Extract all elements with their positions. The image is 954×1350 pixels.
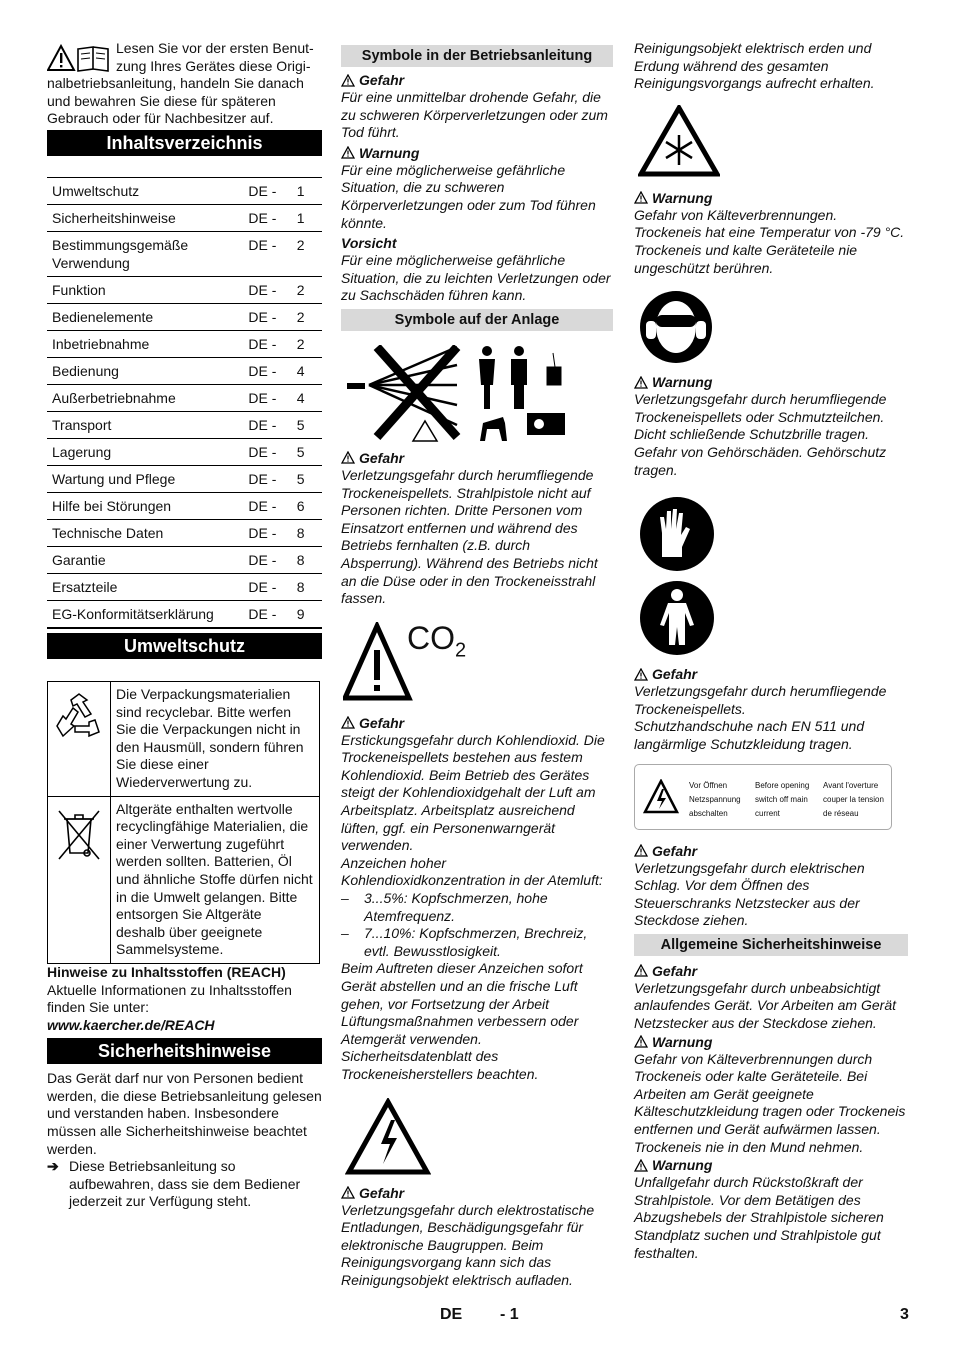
arrow-right-icon: ➔: [47, 1158, 59, 1175]
label-french: Avant l'overture couper la tension de réseau: [823, 780, 884, 818]
toc-page: 4: [292, 358, 322, 385]
toc-label[interactable]: Bedienelemente: [47, 304, 243, 331]
mains-text: Verletzungsgefahr durch elektrischen Schlag. Vor dem Öffnen des Steuerschranks Netzstecker aus der Steckdose ziehen.: [634, 859, 865, 929]
toc-label[interactable]: Wartung und Pflege: [47, 466, 243, 493]
pellets-text: Verletzungsgefahr durch herumfliegende Trockeneispellets. Strahlpistole nicht auf Personen richten. Dritte Personen vom Einsatzort entfernen und während des Betriebs fernhalten (z.B. durch Absperrung). Während des Betriebs nicht an die Düse oder in den Trockeneisstrahl fassen.: [341, 466, 598, 607]
reach-title: Hinweise zu Inhaltsstoffen (REACH): [47, 963, 286, 980]
toc-section: DE -: [243, 304, 291, 331]
toc-page: 2: [292, 331, 322, 358]
toc-section: DE -: [243, 493, 291, 520]
co2-signs: Anzeichen hoher Kohlendioxidkonzentration in der Atemluft:: [341, 854, 603, 889]
intro-line2: zung Ihres Gerätes diese Origi-: [116, 57, 311, 74]
warning-triangle-icon: [634, 844, 648, 857]
warning-heading-cold: Warnung: [634, 189, 908, 207]
toc-label[interactable]: Garantie: [47, 547, 243, 574]
toc-row[interactable]: [47, 466, 322, 493]
toc-row[interactable]: [47, 304, 322, 331]
right-column: [634, 40, 908, 1262]
coldburn-text: Gefahr von Kälteverbrennungen durch Trockeneis oder kalte Geräteteile. Bei Arbeiten am Gerät geeignete Kälteschutzkleidung tragen oder Trockeneis entfernen und Gerät aufwärmen lassen.: [634, 1050, 906, 1138]
toc-row[interactable]: [47, 205, 322, 232]
toc-page: 6: [292, 493, 322, 520]
left-column: [47, 40, 322, 1211]
cold-text: Gefahr von Kälteverbrennungen. Trockeneis hat eine Temperatur von -79 °C. Trockeneis und kalte Geräteteile nie ungeschützt berühren.: [634, 206, 905, 276]
goggles-text: Verletzungsgefahr durch herumfliegende Trockeneispellets oder Schmutzteilchen. Dicht schließende Schutzbrille tragen. Gefahr von Gehörschäden. Gehörschutz tragen.: [634, 391, 887, 478]
symbols-device-title: Symbole auf der Anlage: [341, 309, 613, 331]
toc-row[interactable]: [47, 574, 322, 601]
warning-triangle-icon: [634, 191, 648, 204]
recycle-icon: [53, 692, 105, 744]
toc-row[interactable]: [47, 331, 322, 358]
danger-heading: Gefahr: [341, 71, 613, 89]
toc-row[interactable]: [47, 385, 322, 412]
danger-heading-mains: Gefahr: [634, 842, 908, 860]
toc-row[interactable]: [47, 493, 322, 520]
toc-row[interactable]: [47, 547, 322, 574]
toc-section: DE -: [243, 439, 291, 466]
intro-line1: Lesen Sie vor der ersten Benut-: [116, 40, 314, 56]
warning-heading-goggles: Warnung: [634, 373, 908, 391]
toc-section: DE -: [243, 385, 291, 412]
env-title: Umweltschutz: [47, 633, 322, 659]
co2-dash-2: – 7...10%: Kopfschmerzen, Brechreiz, evtl. Bewusstlosigkeit.: [341, 925, 588, 959]
grounding-text: Reinigungsobjekt elektrisch erden und Erdung während des gesamten Reinigungsvorgangs aufrecht erhalten.: [634, 40, 875, 92]
warning-triangle-icon: [341, 1186, 355, 1199]
toc-title: Inhaltsverzeichnis: [47, 130, 322, 156]
recoil-text: Unfallgefahr durch Rückstoßkraft der Strahlpistole. Vor dem Betätigen des Abzugshebels der Strahlpistole sicheren Standplatz suchen und Strahlpistole gut festhalten.: [634, 1174, 884, 1261]
co2-datasheet: Sicherheitsdatenblatt des Trockeneisherstellers beachten.: [341, 1048, 539, 1082]
warning-triangle-icon: [634, 376, 648, 389]
protective-suit-icon: [638, 579, 716, 657]
toc-page: 4: [292, 385, 322, 412]
danger-heading-pellets: Gefahr: [341, 449, 613, 467]
warning-triangle-icon: [634, 1159, 648, 1172]
footer-page-ref-text: - 1: [500, 1306, 519, 1323]
toc-label[interactable]: EG-Konformitätserklärung: [52, 606, 214, 622]
toc-label[interactable]: Inbetriebnahme: [47, 331, 243, 358]
no-spray-persons-icon: [347, 345, 577, 445]
safety-text: Das Gerät darf nur von Personen bedient werden, die diese Betriebsanleitung gelesen und verstanden haben. Insbesondere müssen alle Sicherheitshinweise beachtet werden.: [47, 1070, 322, 1157]
reach-text: Aktuelle Informationen zu Inhaltsstoffen finden Sie unter:: [47, 981, 292, 1016]
danger-heading-startup: Gefahr: [634, 962, 908, 980]
toc-label[interactable]: Außerbetriebnahme: [47, 385, 243, 412]
warning-triangle-icon: [634, 1035, 648, 1048]
toc-section: DE -: [243, 574, 291, 601]
toc-section: DE -: [243, 232, 291, 277]
recycle-text: Die Verpackungsmaterialien sind recyclebar. Bitte werfen Sie die Verpackungen nicht in den Hausmüll, sondern führen Sie diese einer Wiederverwertung zu.: [111, 682, 320, 797]
toc-page: 8: [292, 520, 322, 547]
footer-page-ref: [500, 1306, 519, 1324]
toc-row[interactable]: [47, 178, 322, 205]
toc-row[interactable]: [47, 412, 322, 439]
toc-page: 5: [292, 466, 322, 493]
danger-heading-static: Gefahr: [341, 1184, 613, 1202]
toc-row[interactable]: [47, 520, 322, 547]
toc-label[interactable]: Umweltschutz: [47, 178, 243, 205]
co2-label: $CO_2$: [407, 619, 467, 662]
toc-section: DE -: [243, 466, 291, 493]
intro-text: nalbetriebsanleitung, handeln Sie danach und bewahren Sie diese für späteren Gebrauch oder für Nachbesitzer auf.: [47, 75, 304, 127]
toc-label[interactable]: Technische Daten: [47, 520, 243, 547]
toc-page: 1: [292, 205, 322, 232]
warning-manual-icon: [47, 44, 111, 72]
toc-page: 5: [292, 439, 322, 466]
toc-page: 1: [292, 178, 322, 205]
toc-label[interactable]: Funktion: [47, 277, 243, 304]
toc-label[interactable]: Sicherheitshinweise: [47, 205, 243, 232]
co2-warning-sign: [341, 620, 613, 704]
symbols-manual-title: Symbole in der Betriebsanleitung: [341, 45, 613, 67]
footer-page-number: 3: [900, 1306, 909, 1323]
footer-lang: DE: [440, 1306, 463, 1323]
caution-heading: Vorsicht: [341, 235, 397, 252]
co2-text: Erstickungsgefahr durch Kohlendioxid. Die Trockeneispellets bestehen aus festem Kohlendioxid. Beim Betrieb des Gerätes steigt der Kohlendioxidgehalt der Luft am Arbeitsplatz. Arbeitsplatz ausreichend lüften, ggf. ein Personenwarngerät verwenden.: [341, 731, 605, 854]
startup-text: Verletzungsgefahr durch unbeabsichtigt anlaufendes Gerät. Vor Arbeiten am Gerät Netzstecker aus der Steckdose ziehen.: [634, 979, 896, 1032]
mains-warning-label: [634, 764, 892, 830]
danger-heading-co2: Gefahr: [341, 714, 613, 732]
cold-hazard-icon: [638, 105, 720, 177]
warning-heading: Warnung: [341, 144, 613, 162]
toc-label[interactable]: Bestimmungsgemäße Verwendung: [47, 232, 243, 277]
toc-section: DE -: [243, 331, 291, 358]
toc-section: DE -: [243, 547, 291, 574]
toc-row[interactable]: [47, 277, 322, 304]
gloves-icon: [638, 495, 716, 573]
toc-label[interactable]: Ersatzteile: [47, 574, 243, 601]
toc-section: DE -: [243, 277, 291, 304]
electric-hazard-icon: [643, 779, 679, 815]
toc-label[interactable]: Transport: [47, 412, 243, 439]
danger-text: Für eine unmittelbar drohende Gefahr, die zu schweren Körperverletzungen oder zum Tod führt.: [341, 89, 608, 141]
toc-row[interactable]: [47, 358, 322, 385]
warning-heading-recoil: Warnung: [634, 1156, 908, 1174]
general-safety-title: Allgemeine Sicherheitshinweise: [634, 934, 908, 956]
warning-triangle-icon: [341, 451, 355, 464]
co2-dash-1: – 3...5%: Kopfschmerzen, hohe Atemfrequenz.: [341, 890, 548, 924]
toc-page: 2: [292, 304, 322, 331]
toc-label[interactable]: Hilfe bei Störungen: [47, 493, 243, 520]
reach-link[interactable]: www.kaercher.de/REACH: [47, 1016, 215, 1033]
co2-action: Beim Auftreten dieser Anzeichen sofort Gerät abstellen und an die frische Luft gehen, vor Fortsetzung der Arbeit Lüftungsmaßnahmen verbessern oder Atemgerät verwenden.: [341, 960, 583, 1047]
label-german: Vor Öffnen Netzspannung abschalten: [689, 780, 741, 818]
weee-text: Altgeräte enthalten wertvolle recyclingfähige Materialien, die einer Verwertung zugeführt werden sollten. Batterien, Öl und ähnliche Stoffe dürfen nicht in die Umwelt gelangen. Bitte entsorgen Sie Altgeräte deshalb über geeignete Sammelsysteme.: [111, 796, 320, 963]
toc-page: 8: [292, 574, 322, 601]
toc-table: [47, 177, 322, 629]
toc-page: 5: [292, 412, 322, 439]
toc-row[interactable]: [47, 232, 322, 277]
middle-column: [341, 40, 613, 1290]
electric-hazard-icon: [345, 1098, 431, 1178]
toc-section: DE -: [243, 520, 291, 547]
safety-bullet: [47, 1158, 322, 1211]
safety-title: Sicherheitshinweise: [47, 1038, 322, 1064]
crossed-bin-icon: [57, 807, 101, 863]
static-text: Verletzungsgefahr durch elektrostatische Entladungen, Beschädigungsgefahr für elektronische Baugruppen. Beim Reinigungsvorgang kann sich das Reinigungsobjekt elektrisch aufladen.: [341, 1201, 595, 1288]
toc-section: DE -: [243, 358, 291, 385]
toc-section: DE -: [243, 412, 291, 439]
toc-label[interactable]: Bedienung: [47, 358, 243, 385]
toc-section: DE -: [243, 205, 291, 232]
warning-triangle-icon: [634, 964, 648, 977]
weee-cell: [48, 796, 111, 963]
coldburn-text-2: Trockeneis nie in den Mund nehmen.: [634, 1138, 864, 1155]
warning-triangle-icon: [634, 668, 648, 681]
goggles-ear-protection-icon: [638, 289, 714, 365]
toc-page: 8: [292, 547, 322, 574]
gloves-text-2: Schutzhandschuhe nach EN 511 und langärmlige Schutzkleidung tragen.: [634, 718, 865, 752]
toc-page: 2: [292, 277, 322, 304]
intro-block: [47, 40, 322, 127]
warning-text: Für eine möglicherweise gefährliche Situation, die zu schweren Körperverletzungen oder zum Tod führen könnte.: [341, 161, 596, 231]
gloves-text: Verletzungsgefahr durch herumfliegende Trockeneispellets.: [634, 683, 887, 717]
warning-triangle-icon: [341, 74, 355, 87]
env-table: [47, 681, 320, 964]
co2-warning-icon: [343, 622, 413, 702]
toc-section: DE -: [248, 606, 277, 622]
toc-section: DE -: [243, 178, 291, 205]
safety-bullet-text: Diese Betriebsanleitung so aufbewahren, dass sie dem Bediener jederzeit zur Verfügung steht.: [69, 1158, 301, 1210]
caution-text: Für eine möglicherweise gefährliche Situation, die zu leichten Verletzungen oder zu Sachschäden führen kann.: [341, 252, 611, 304]
warning-triangle-icon: [341, 716, 355, 729]
warning-triangle-icon: [341, 146, 355, 159]
danger-heading-gloves: Gefahr: [634, 665, 908, 683]
toc-row[interactable]: [47, 439, 322, 466]
toc-row[interactable]: [47, 601, 322, 629]
warning-heading-coldburn: Warnung: [634, 1033, 908, 1051]
toc-page: 9: [296, 606, 305, 622]
toc-label[interactable]: Lagerung: [47, 439, 243, 466]
toc-page: 2: [292, 232, 322, 277]
label-english: Before opening switch off main current: [755, 780, 810, 818]
recycle-cell: [48, 682, 111, 797]
